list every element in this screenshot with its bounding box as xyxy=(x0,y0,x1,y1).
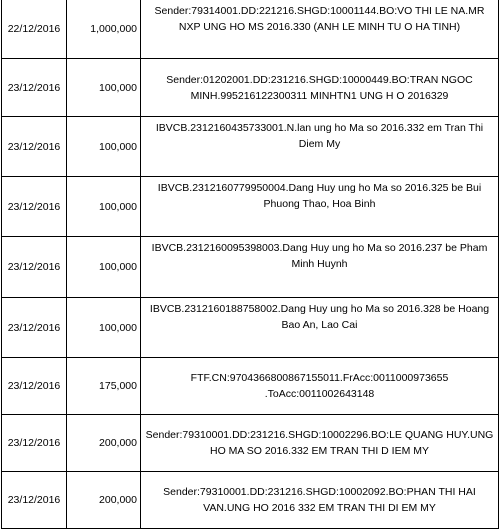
date-cell: 23/12/2016 xyxy=(2,298,67,358)
date-cell: 23/12/2016 xyxy=(2,117,67,177)
description-cell: IBVCB.2312160095398003.Dang Huy ung ho Ma so 2016.237 be Pham Minh Huynh xyxy=(141,237,499,298)
date-cell: 23/12/2016 xyxy=(2,358,67,415)
description-cell: Sender:79310001.DD:231216.SHGD:10002092.BO:PHAN THI HAI VAN.UNG HO 2016 332 EM TRAN THI DI EM MY xyxy=(141,472,499,529)
amount-cell: 100,000 xyxy=(67,59,141,117)
transaction-table xyxy=(1,0,499,529)
table-row xyxy=(2,415,499,472)
date-cell: 23/12/2016 xyxy=(2,415,67,472)
date-cell: 23/12/2016 xyxy=(2,472,67,529)
table-row xyxy=(2,117,499,177)
date-cell: 23/12/2016 xyxy=(2,177,67,237)
description-cell: Sender:01202001.DD:231216.SHGD:10000449.BO:TRAN NGOC MINH.995216122300311 MINHTN1 UNG H O 2016329 xyxy=(141,59,499,117)
date-cell: 22/12/2016 xyxy=(2,0,67,59)
table-row xyxy=(2,237,499,298)
amount-cell: 175,000 xyxy=(67,358,141,415)
amount-cell: 100,000 xyxy=(67,237,141,298)
table-row xyxy=(2,298,499,358)
description-cell: Sender:79310001.DD:231216.SHGD:10002296.BO:LE QUANG HUY.UNG HO MA SO 2016.332 EM TRAN THI D IEM MY xyxy=(141,415,499,472)
table-row xyxy=(2,472,499,529)
description-cell: IBVCB.2312160435733001.N.lan ung ho Ma so 2016.332 em Tran Thi Diem My xyxy=(141,117,499,177)
amount-cell: 200,000 xyxy=(67,415,141,472)
date-cell: 23/12/2016 xyxy=(2,237,67,298)
amount-cell: 100,000 xyxy=(67,177,141,237)
table-row xyxy=(2,59,499,117)
table-row xyxy=(2,177,499,237)
amount-cell: 100,000 xyxy=(67,298,141,358)
table-row xyxy=(2,0,499,59)
amount-cell: 1,000,000 xyxy=(67,0,141,59)
date-cell: 23/12/2016 xyxy=(2,59,67,117)
amount-cell: 200,000 xyxy=(67,472,141,529)
description-cell: FTF.CN:9704366800867155011.FrAcc:0011000973655 .ToAcc:0011002643148 xyxy=(141,358,499,415)
description-cell: IBVCB.2312160188758002.Dang Huy ung ho Ma so 2016.328 be Hoang Bao An, Lao Cai xyxy=(141,298,499,358)
description-cell: IBVCB.2312160779950004.Dang Huy ung ho Ma so 2016.325 be Bui Phuong Thao, Hoa Binh xyxy=(141,177,499,237)
table-row xyxy=(2,358,499,415)
description-cell: Sender:79314001.DD:221216.SHGD:10001144.BO:VO THI LE NA.MR NXP UNG HO MS 2016.330 (ANH LE MINH TU O HA TINH) xyxy=(141,0,499,59)
amount-cell: 100,000 xyxy=(67,117,141,177)
